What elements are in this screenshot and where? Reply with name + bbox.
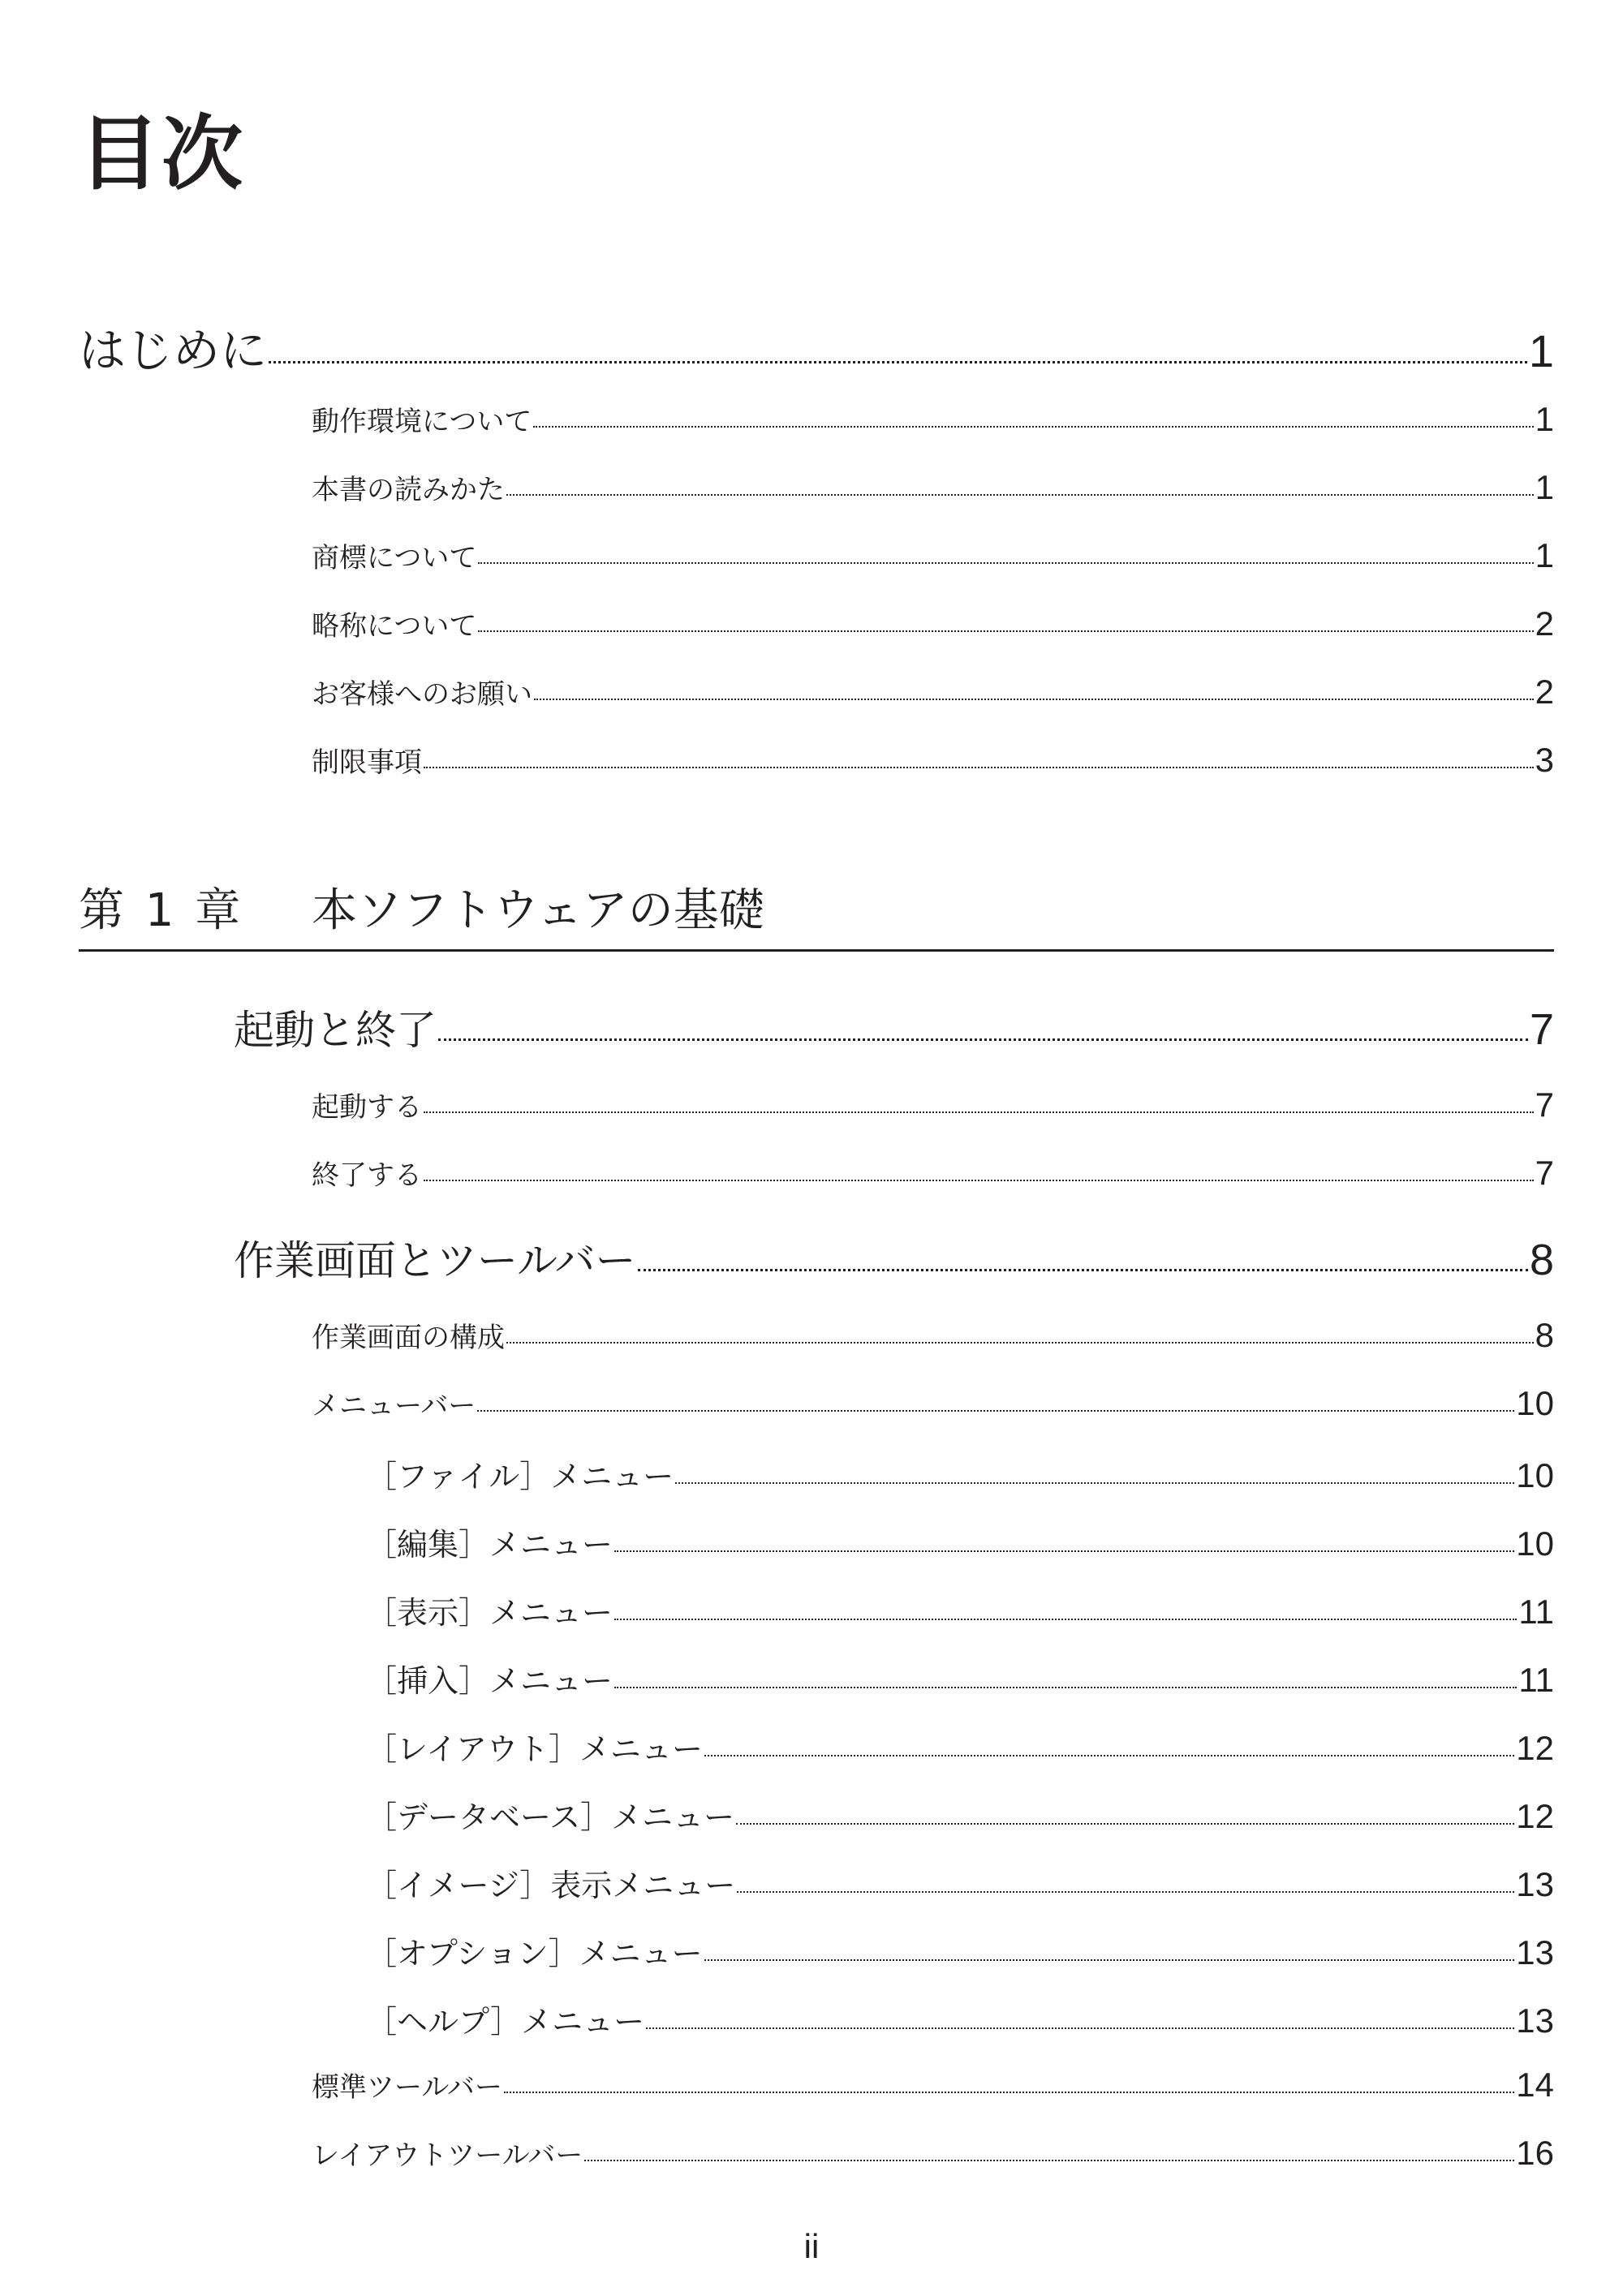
toc-label: 起動と終了 [234,1007,437,1054]
toc-label: お客様へのお願い [312,678,532,711]
toc-subitem[interactable] [366,1860,1554,1905]
toc-label: はじめに [79,323,268,378]
toc-page-number: 1 [1535,536,1554,574]
toc-item[interactable] [312,1153,1554,1193]
chapter-title: 本ソフトウェアの基礎 [312,884,764,937]
toc-label: 動作環境について [312,406,532,438]
toc-label: レイアウトツールバー [312,2139,583,2172]
toc-subitem[interactable] [366,1656,1554,1701]
toc-page-number: 7 [1535,1154,1554,1192]
toc-label: 商標について [312,542,477,574]
dot-leader [638,1269,1528,1271]
toc-item[interactable] [312,672,1554,712]
toc-page-number: 7 [1535,1086,1554,1124]
toc-page-number: 11 [1518,1661,1554,1699]
dot-leader [438,1038,1528,1041]
dot-leader [533,426,1533,428]
dot-leader [737,1891,1514,1893]
toc-item[interactable] [312,1085,1554,1124]
toc-page-number: 13 [1516,2001,1554,2040]
toc-label: ［ファイル］メニュー [366,1459,674,1494]
toc-item[interactable] [312,467,1554,507]
toc-page-number: 2 [1535,673,1554,711]
dot-leader [614,1687,1517,1688]
toc-item[interactable] [312,2065,1554,2105]
toc-item[interactable] [312,535,1554,575]
toc-item[interactable] [312,604,1554,643]
toc-page-number: 10 [1516,1384,1554,1422]
toc-page-number: 12 [1516,1797,1554,1835]
dot-leader [675,1482,1514,1484]
toc-label: 終了する [312,1159,422,1192]
toc-label: ［データベース］メニュー [366,1799,735,1835]
dot-leader [269,361,1527,363]
toc-page-number: 8 [1529,1236,1554,1284]
toc-label: ［ヘルプ］メニュー [366,2004,645,2040]
dot-leader [478,562,1533,564]
toc-page-number: 13 [1516,1865,1554,1903]
dot-leader [614,1550,1514,1552]
toc-subitem[interactable] [366,1451,1554,1496]
dot-leader [736,1823,1514,1825]
toc-section[interactable] [234,1228,1554,1287]
toc-label: 起動する [312,1091,422,1124]
dot-leader [534,699,1534,700]
toc-label: ［挿入］メニュー [366,1663,613,1699]
toc-label: ［レイアウト］メニュー [366,1731,703,1767]
toc-heading-intro[interactable] [79,312,1554,381]
toc-item[interactable] [312,1383,1554,1423]
toc-label: ［オプション］メニュー [366,1936,703,1971]
toc-label: ［イメージ］表示メニュー [366,1868,736,1903]
dot-leader [614,1619,1517,1620]
toc-label: ［表示］メニュー [366,1595,613,1631]
dot-leader [704,1755,1514,1756]
dot-leader [424,767,1534,768]
toc-subitem[interactable] [366,1520,1554,1564]
toc-label: 作業画面とツールバー [234,1237,636,1284]
toc-label: 本書の読みかた [312,474,505,506]
dot-leader [506,494,1534,496]
page-title: 目次 [79,106,244,201]
toc-subitem[interactable] [366,1588,1554,1632]
toc-page-number: 11 [1518,1593,1554,1631]
toc-item[interactable] [312,399,1554,439]
toc-item[interactable] [312,1315,1554,1355]
dot-leader [424,1111,1534,1113]
dot-leader [506,1342,1534,1344]
toc-item[interactable] [312,2133,1554,2173]
toc-label: 標準ツールバー [312,2071,502,2104]
chapter-number: 第 1 章 [79,884,244,937]
toc-page-number: 16 [1516,2134,1554,2172]
toc-label: ［編集］メニュー [366,1527,613,1563]
toc-subitem[interactable] [366,1792,1554,1837]
toc-page-number: 2 [1535,604,1554,643]
toc-label: 略称について [312,610,477,643]
dot-leader [477,1410,1514,1412]
toc-label: メニューバー [312,1390,476,1422]
dot-leader [646,2027,1514,2029]
dot-leader [584,2160,1514,2161]
dot-leader [704,1959,1515,1961]
toc-page-number: 3 [1535,741,1554,779]
toc-page-number: 10 [1516,1524,1554,1563]
page-number-footer: ii [803,2227,820,2265]
toc-section[interactable] [234,998,1554,1056]
toc-label: 制限事項 [312,746,422,779]
chapter-heading [79,875,1554,952]
toc-page-number: 10 [1516,1456,1554,1494]
toc-page-number: 8 [1535,1316,1554,1354]
toc-page-number: 7 [1529,1005,1554,1054]
toc-page-number: 12 [1516,1729,1554,1767]
toc-item[interactable] [312,740,1554,780]
dot-leader [504,2092,1514,2093]
toc-page-number: 1 [1528,325,1554,376]
dot-leader [478,630,1533,632]
toc-subitem[interactable] [366,1724,1554,1769]
toc-page-number: 13 [1516,1933,1554,1971]
toc-page-number: 14 [1516,2066,1554,2104]
toc-page-number: 1 [1535,400,1554,438]
dot-leader [424,1180,1534,1181]
toc-label: 作業画面の構成 [312,1322,505,1354]
toc-page-number: 1 [1535,468,1554,506]
toc-subitem[interactable] [366,1997,1554,2041]
toc-subitem[interactable] [366,1928,1554,1973]
